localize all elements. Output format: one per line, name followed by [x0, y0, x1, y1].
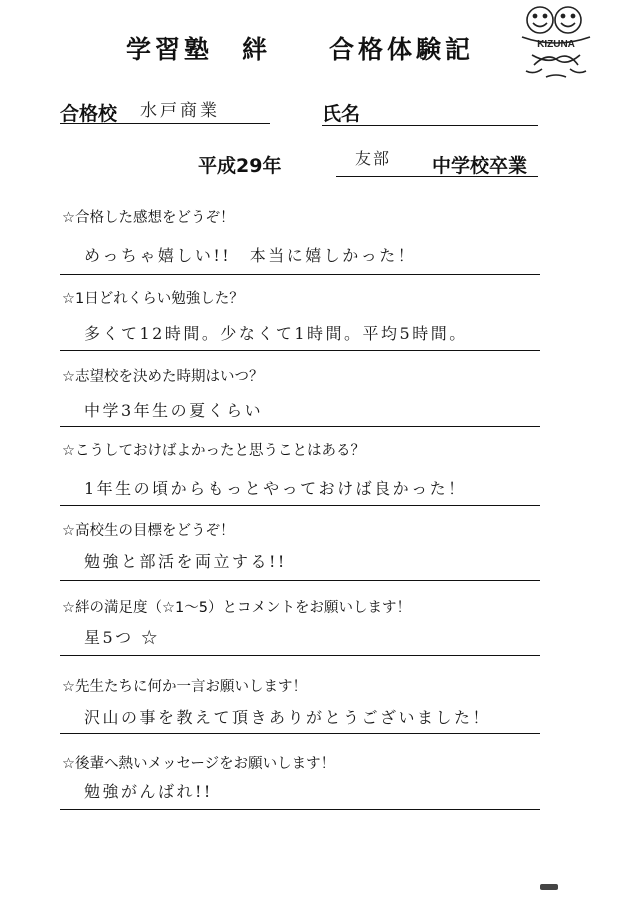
school-underline [60, 123, 270, 124]
answer-7: 沢山の事を教えて頂きありがとうございました！ [84, 708, 492, 727]
question-6: ☆絆の満足度（☆1～5）とコメントをお願いします！ [62, 600, 411, 616]
question-3: ☆志望校を決めた時期はいつ？ [62, 369, 264, 385]
answer-line-2 [60, 350, 540, 351]
answer-line-5 [60, 580, 540, 581]
name-underline [322, 125, 538, 126]
answer-line-4 [60, 505, 540, 506]
question-8: ☆後輩へ熱いメッセージをお願いします！ [62, 756, 336, 772]
junior-high-value: 友部 [355, 149, 392, 168]
question-1: ☆合格した感想をどうぞ！ [62, 210, 235, 226]
answer-8: 勉強がんばれ!! [84, 782, 213, 801]
answer-4: 1年生の頃からもっとやっておけば良かった！ [84, 479, 467, 498]
answer-5: 勉強と部活を両立する!! [84, 552, 287, 571]
answer-2: 多くて12時間。少なくて1時間。平均5時間。 [84, 324, 468, 343]
answer-line-8 [60, 809, 540, 810]
school-value: 水戸商業 [140, 101, 220, 121]
answer-line-7 [60, 733, 540, 734]
name-label: 氏名 [322, 103, 361, 125]
question-4: ☆こうしておけばよかったと思うことはある？ [62, 443, 365, 459]
answer-line-1 [60, 274, 540, 275]
question-2: ☆1日どれくらい勉強した？ [62, 291, 244, 307]
answer-1: めっちゃ嬉しい!! 本当に嬉しかった！ [84, 246, 417, 265]
answer-6: 星5つ ☆ [84, 628, 160, 647]
school-label: 合格校 [60, 103, 118, 125]
answer-line-3 [60, 426, 540, 427]
scan-speck [540, 884, 558, 890]
graduation-year: 平成29年 [198, 155, 282, 177]
answer-3: 中学3年生の夏くらい [84, 401, 264, 420]
question-5: ☆高校生の目標をどうぞ！ [62, 523, 235, 539]
page-title: 学習塾 絆 合格体験記 [125, 35, 474, 64]
junior-high-label: 中学校卒業 [432, 155, 528, 177]
junior-high-underline [336, 176, 538, 177]
kizuna-logo-icon [516, 3, 596, 85]
question-7: ☆先生たちに何か一言お願いします！ [62, 679, 307, 695]
logo-text: KIZUNA [537, 39, 575, 50]
answer-line-6 [60, 655, 540, 656]
kizuna-logo [516, 3, 596, 85]
